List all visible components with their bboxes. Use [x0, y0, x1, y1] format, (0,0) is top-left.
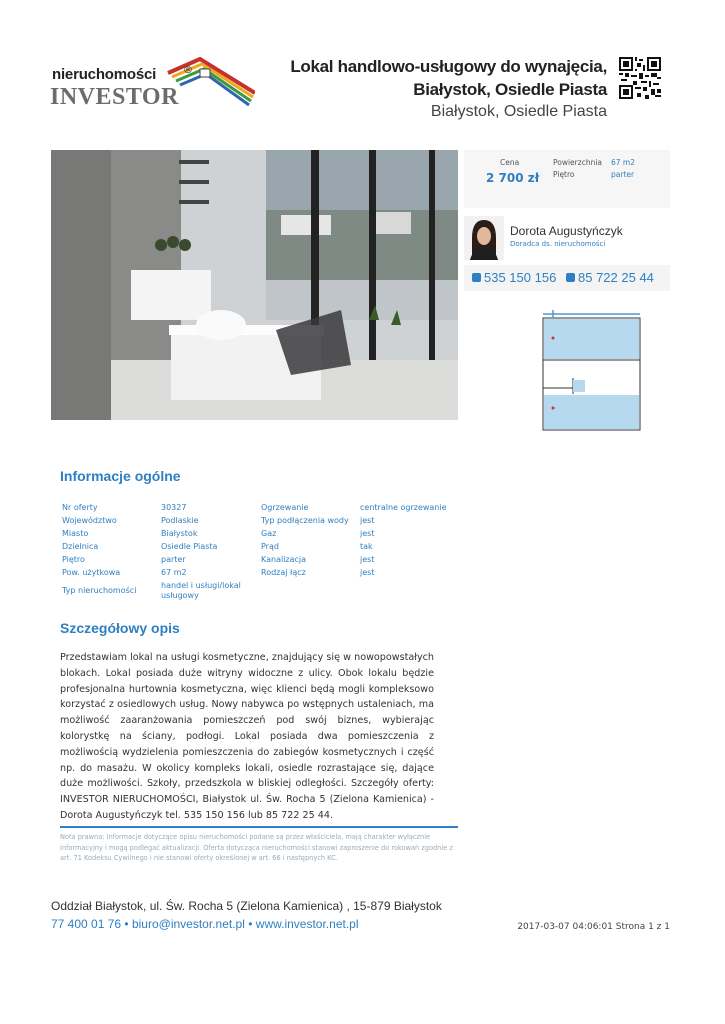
footer-bullet: • — [248, 917, 253, 931]
phone-icon — [472, 273, 481, 282]
agent-photo — [464, 216, 504, 260]
section-title-description: Szczegółowy opis — [60, 620, 180, 636]
title-line-1: Lokal handlowo-usługowy do wynajęcia, — [290, 57, 607, 76]
registered-mark: ® — [183, 65, 193, 76]
logo-text-top: nieruchomości — [52, 66, 157, 83]
agent-phone-2[interactable] — [566, 270, 654, 285]
info-label: Kanalizacja — [261, 555, 307, 564]
legal-note: Nota prawna: Informacje dotyczące opisu nieruchomości podane są przez właściciela, mają charakter wyłącznie informacyjny i mogą podlegać aktualizacji. Oferta dotycząca nieruchomości stanowi zaproszenie do rokowań zgodnie z art. 71 Kodeksu Cywilnego i nie stanowi oferty określonej w art. 66 i następnych KC. — [60, 833, 453, 862]
info-value: 30327 — [161, 503, 187, 512]
info-label: Nr oferty — [62, 503, 98, 512]
info-value: centralne ogrzewanie — [360, 503, 447, 512]
area-value: 67 m2 — [611, 158, 636, 167]
info-value: Podlaskie — [161, 516, 199, 525]
agent-phone-1[interactable] — [472, 270, 556, 285]
description-divider — [60, 826, 458, 828]
company-logo — [50, 55, 255, 110]
floor-label: Piętro — [553, 170, 575, 179]
info-value: Białystok — [161, 529, 198, 538]
price-box — [464, 150, 670, 208]
info-value: jest — [360, 555, 375, 564]
info-value: jest — [360, 529, 375, 538]
info-label: Gaz — [261, 529, 277, 538]
agent-name: Dorota Augustyńczyk — [510, 224, 623, 238]
footer-phone[interactable]: 77 400 01 76 — [51, 917, 122, 931]
info-label: Typ podłączenia wody — [261, 516, 349, 525]
info-label: Typ nieruchomości — [62, 586, 137, 595]
footer-website[interactable]: www.investor.net.pl — [255, 917, 359, 931]
listing-title — [290, 55, 607, 101]
info-label: Dzielnica — [62, 542, 99, 551]
info-value: 67 m2 — [161, 568, 187, 577]
info-label: Rodzaj łącz — [261, 568, 306, 577]
agent-phone-2-text: 85 722 25 44 — [578, 270, 654, 285]
listing-location: Białystok, Osiedle Piasta — [430, 103, 607, 120]
qr-code[interactable] — [619, 57, 661, 99]
print-date: 2017-03-07 04:06:01 Strona 1 z 1 — [517, 922, 670, 932]
price-value: 2 700 zł — [486, 171, 540, 185]
info-label: Ogrzewanie — [261, 503, 309, 512]
info-label: Pow. użytkowa — [62, 568, 121, 577]
floor-value: parter — [611, 170, 635, 179]
info-label: Miasto — [62, 529, 89, 538]
info-value: Osiedle Piasta — [161, 542, 218, 551]
info-value: jest — [360, 516, 375, 525]
description-text: Przedstawiam lokal na usługi kosmetyczne, znajdujący się w nowopowstałych blokach. Lokal posiada duże witryny widoczne z ulicy. Obok lokalu będzie profesjonalna hurtownia kosmetyczna, więc klienci będą mogli kompleksowo korzystać z osiedlowych usług. Nowy nabywca po wstępnych ustaleniach, ma możliwość zaaranżowania pomieszczeń pod swój biznes, wybierając kolorystkę na ściany, podłogi. Lokal posiada dwa pomieszczenia z możliwością wydzielenia pomieszczenia do zabiegów kosmetycznych i część np. do masażu. W okolicy kompleks lokali, osiedle rozrastające się, dające duże możliwości. Szkoły, przedszkola w bliskiej odległości. Szczegóły oferty: INVESTOR NIERUCHOMOŚCI, Białystok ul. Św. Rocha 5 (Zielona Kamienica) - Dorota Augustyńczyk tel. 535 150 156 lub 85 722 25 44. — [60, 652, 434, 821]
info-value: handel i usługi/lokal usługowy — [161, 581, 241, 600]
title-line-2: Białystok, Osiedle Piasta — [413, 80, 607, 99]
info-value: parter — [161, 555, 186, 564]
phone-icon — [566, 273, 575, 282]
footer-email[interactable]: biuro@investor.net.pl — [131, 917, 245, 931]
footer-bullet: • — [124, 917, 129, 931]
agent-phone-1-text: 535 150 156 — [484, 270, 557, 285]
info-label: Województwo — [62, 516, 117, 525]
logo-text-main: INVESTOR — [50, 84, 179, 110]
section-title-info: Informacje ogólne — [60, 468, 181, 484]
info-label: Prąd — [261, 542, 279, 551]
floor-plan[interactable] — [513, 298, 670, 438]
info-label: Piętro — [62, 555, 85, 564]
property-photo[interactable] — [51, 150, 458, 420]
area-label: Powierzchnia — [553, 158, 603, 167]
price-label: Cena — [500, 158, 520, 167]
info-value: jest — [360, 568, 375, 577]
footer-address: Oddział Białystok, ul. Św. Rocha 5 (Zielona Kamienica) , 15-879 Białystok — [51, 899, 442, 913]
agent-role: Doradca ds. nieruchomości — [510, 240, 606, 248]
info-value: tak — [360, 542, 373, 551]
footer-contact — [51, 917, 359, 931]
agent-phones — [464, 265, 670, 291]
